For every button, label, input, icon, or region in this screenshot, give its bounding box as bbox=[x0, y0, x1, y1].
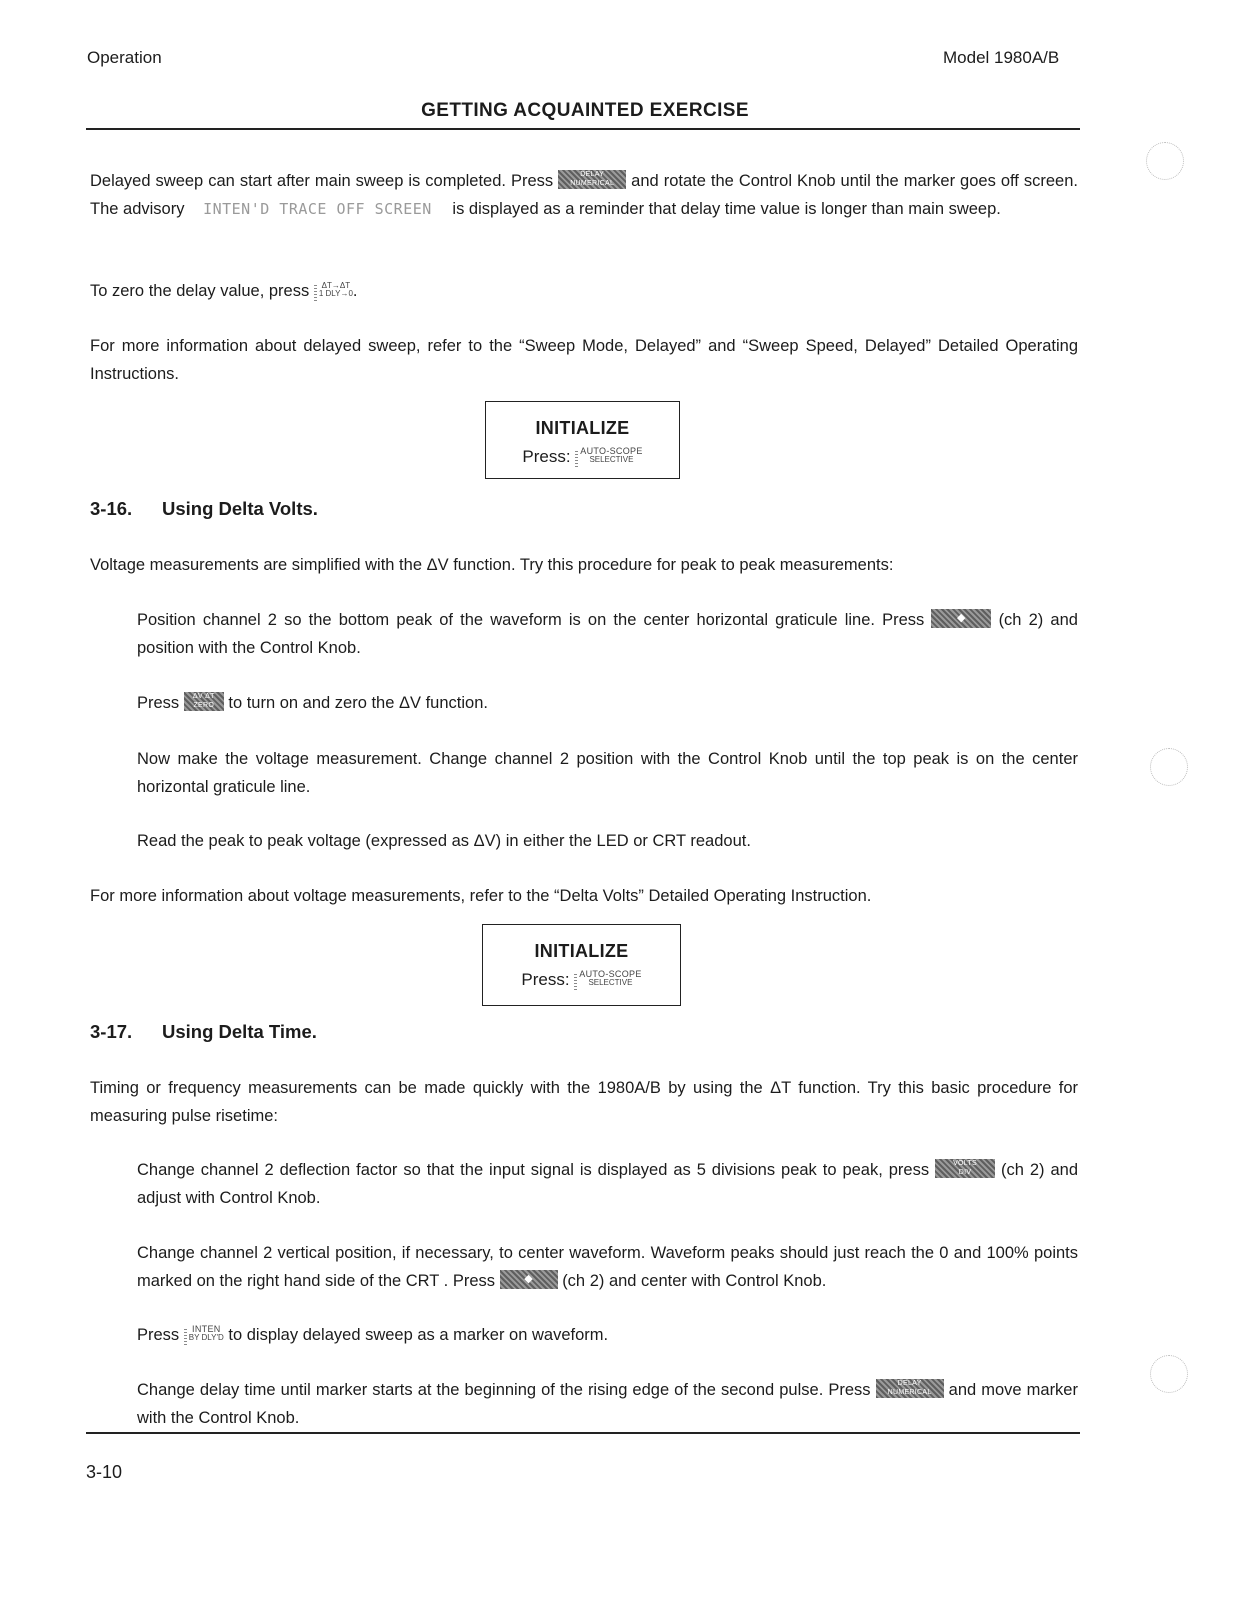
page-number: 3-10 bbox=[86, 1462, 123, 1482]
footer-rule bbox=[86, 1432, 1080, 1434]
initialize-title: INITIALIZE bbox=[535, 418, 630, 438]
section-number: 3-16. bbox=[90, 498, 133, 519]
para2-text-a: To zero the delay value, press bbox=[90, 282, 310, 300]
section-number: 3-17. bbox=[90, 1021, 133, 1042]
auto-scope-key-icon: AUTO-SCOPE SELECTIVE bbox=[579, 969, 642, 988]
delta-volts-step-3: Now make the voltage measurement. Change channel 2 position with the Control Knob until the top peak is on the center horizontal graticule line. bbox=[137, 750, 1078, 796]
dotted-key-edge-icon bbox=[184, 1327, 187, 1345]
auto-scope-key-icon: AUTO-SCOPE SELECTIVE bbox=[580, 446, 643, 465]
delta-time-intro: Timing or frequency measurements can be made quickly with the 1980A/B by using the ΔT function. Try this basic procedure for measuring pulse risetime: bbox=[90, 1079, 1078, 1125]
dotted-key-edge-icon bbox=[314, 283, 317, 301]
title-rule bbox=[86, 128, 1080, 130]
binder-hole-mark bbox=[1150, 1355, 1188, 1393]
dotted-key-edge-icon bbox=[574, 972, 577, 990]
delta-volts-intro: Voltage measurements are simplified with the ΔV function. Try this procedure for peak to peak measurements: bbox=[90, 556, 894, 574]
page-title: GETTING ACQUAINTED EXERCISE bbox=[421, 100, 749, 121]
section-heading-3-17 bbox=[90, 1021, 317, 1043]
initialize-title: INITIALIZE bbox=[534, 941, 629, 961]
delta-volts-step-4: Read the peak to peak voltage (expressed as ΔV) in either the LED or CRT readout. bbox=[137, 832, 751, 850]
section-title: Using Delta Time. bbox=[162, 1021, 317, 1042]
header-section-label: Operation bbox=[87, 48, 162, 67]
delta-time-step-3: Press INTEN BY DLY'D to display delayed sweep as a marker on waveform. bbox=[137, 1324, 609, 1344]
para1-text-a: Delayed sweep can start after main sweep is completed. Press bbox=[90, 172, 554, 190]
delta-volts-step-2: Press ΔV ΔT ZERO to turn on and zero the ΔV function. bbox=[137, 693, 488, 712]
initialize-press-line bbox=[483, 970, 680, 990]
section-title: Using Delta Volts. bbox=[162, 498, 318, 519]
inten-by-dlyd-key-icon: INTEN BY DLY'D bbox=[188, 1324, 224, 1343]
advisory-message: INTEN'D TRACE OFF SCREEN bbox=[203, 199, 432, 218]
delta-time-step-1: Change channel 2 deflection factor so that the input signal is displayed as 5 divisions peak to peak, press VOLTS DIV (ch 2) and adjust with Control Knob. bbox=[137, 1160, 1078, 1207]
delta-v-delta-t-key-icon: ΔV ΔT ZERO bbox=[184, 692, 224, 711]
initialize-press-label: Press: bbox=[521, 970, 570, 989]
header-model-label: Model 1980A/B bbox=[943, 48, 1060, 67]
para1-text-b: and rotate the Control Knob until the marker goes off screen. The advisory bbox=[90, 172, 1078, 218]
delayed-sweep-reference-paragraph: For more information about delayed sweep, refer to the “Sweep Mode, Delayed” and “Sweep Speed, Delayed” Detailed Operating Instructions. bbox=[90, 337, 1078, 383]
position-arrows-key-icon: ◆ bbox=[931, 609, 991, 628]
section-heading-3-16 bbox=[90, 498, 318, 520]
delay-numerical-key-icon: DELAY NUMERICAL bbox=[876, 1379, 944, 1398]
delayed-sweep-paragraph bbox=[90, 168, 1078, 223]
delta-time-step-2: Change channel 2 vertical position, if necessary, to center waveform. Waveform peaks should just reach the 0 and 100% points marked on the right hand side of the CRT . Press ◆ (ch 2) and center with Control Knob. bbox=[137, 1244, 1078, 1290]
initialize-box bbox=[485, 401, 680, 479]
position-arrows-key-icon: ◆ bbox=[500, 1270, 558, 1289]
initialize-box bbox=[482, 924, 681, 1006]
delta-time-step-4: Change delay time until marker starts at the beginning of the rising edge of the second pulse. Press DELAY NUMERICAL and move marker with the Control Knob. bbox=[137, 1380, 1078, 1427]
binder-hole-mark bbox=[1146, 142, 1184, 180]
initialize-press-label: Press: bbox=[522, 447, 571, 466]
dotted-key-edge-icon bbox=[575, 449, 578, 467]
volts-div-key-icon: VOLTS DIV bbox=[935, 1159, 995, 1178]
delta-volts-step-1: Position channel 2 so the bottom peak of the waveform is on the center horizontal graticule line. Press ◆ (ch 2) and position with the Control Knob. bbox=[137, 611, 1078, 657]
binder-hole-mark bbox=[1150, 748, 1188, 786]
delta-t-zero-key-icon: ΔT→ΔT 1 DLY→0 bbox=[318, 280, 353, 298]
para2-text-b: . bbox=[352, 282, 358, 300]
initialize-press-line bbox=[486, 447, 679, 467]
para1-text-c: is displayed as a reminder that delay time value is longer than main sweep. bbox=[452, 199, 1001, 218]
delta-volts-reference: For more information about voltage measurements, refer to the “Delta Volts” Detailed Operating Instruction. bbox=[90, 887, 872, 905]
delay-numerical-key-icon: DELAY NUMERICAL bbox=[558, 170, 626, 189]
zero-delay-paragraph bbox=[90, 278, 1078, 306]
